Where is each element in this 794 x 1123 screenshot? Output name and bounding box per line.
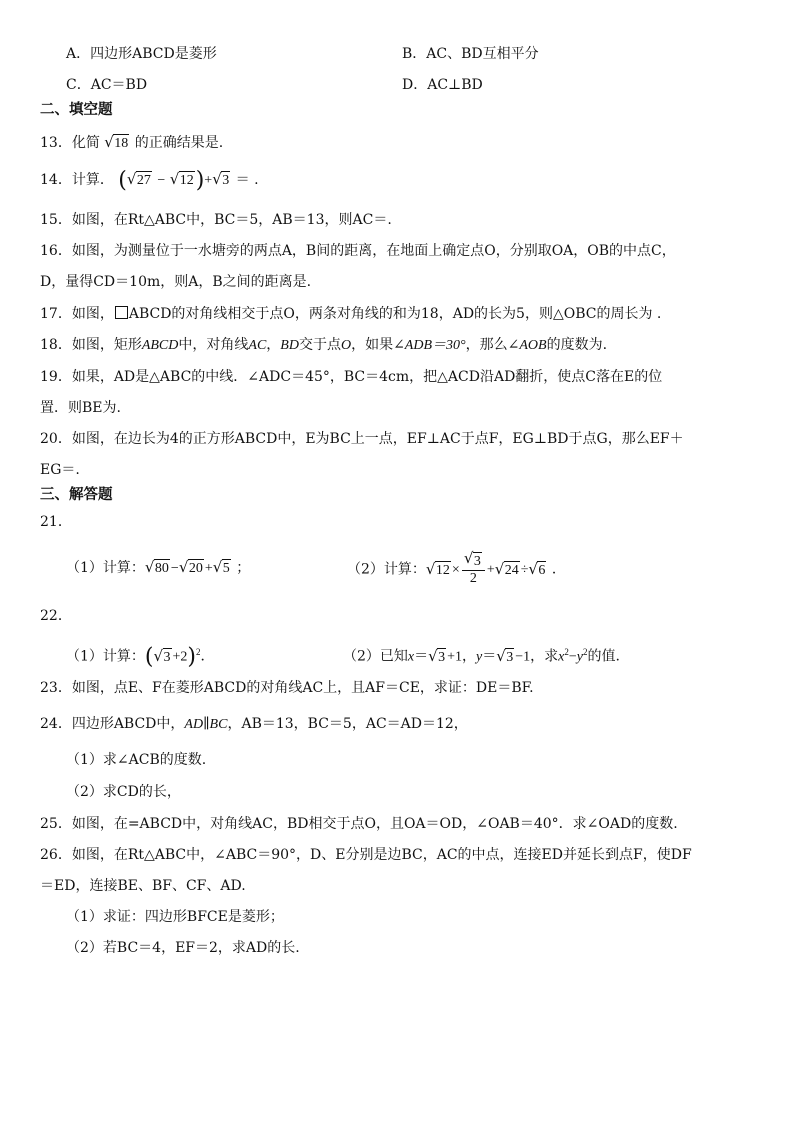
- q12-option-c: C．AC＝BD: [66, 77, 148, 93]
- question-26-part-2: （2）若BC＝4，EF＝2，求AD的长.: [66, 940, 300, 956]
- sqrt-symbol: √ 18: [104, 134, 129, 154]
- question-24: 24．四边形ABCD中，AD∥BC，AB＝13，BC＝5，AC＝AD＝12，: [40, 716, 468, 732]
- question-24-part-1: （1）求∠ACB的度数.: [66, 752, 207, 768]
- question-19-line-2: 置．则BE为.: [40, 400, 121, 416]
- question-20-line-1: 20．如图，在边长为4的正方形ABCD中，E为BC上一点，EF⊥AC于点F，EG⊥BD于点G，那么EF＋: [40, 431, 684, 447]
- question-14: 14．计算． (√ 27 − √ 12)+√ 3 ＝ .: [40, 170, 259, 191]
- sqrt-symbol: √ 12: [426, 555, 451, 587]
- sqrt-symbol: √ 3: [428, 648, 446, 668]
- question-16-line-2: D，量得CD＝10m，则A，B之间的距离是.: [40, 274, 312, 290]
- question-16-line-1: 16．如图，为测量位于一水塘旁的两点A，B间的距离，在地面上确定点O，分别取OA，OB的中点C，: [40, 243, 676, 259]
- sqrt-symbol: √ 80: [145, 559, 170, 579]
- parallelogram-icon: [115, 306, 128, 319]
- q12-option-a: A．四边形ABCD是菱形: [66, 46, 217, 62]
- question-22-number: 22．: [40, 608, 72, 624]
- section-heading-solutions: 三、解答题: [40, 487, 113, 503]
- q13-text: 13．化简: [40, 135, 100, 151]
- question-18: 18．如图，矩形ABCD中，对角线AC，BD交于点O，如果∠ADB＝30°，那么∠AOB的度数为.: [40, 337, 608, 353]
- question-24-part-2: （2）求CD的长，: [66, 784, 181, 800]
- question-26-part-1: （1）求证：四边形BFCE是菱形；: [66, 909, 284, 925]
- question-22-part-1: （1）计算：(√ 3 +2)$^2$．: [66, 642, 215, 668]
- question-17: 17．如图， ABCD的对角线相交于点O，两条对角线的和为18，AD的长为5，则△OBC的周长为 .: [40, 306, 662, 322]
- question-25: 25．如图，在=ABCD中，对角线AC，BD相交于点O，且OA＝OD，∠OAB＝40°．求∠OAD的度数.: [40, 816, 678, 832]
- question-26-line-2: ＝ED，连接BE、BF、CF、AD.: [40, 878, 246, 894]
- section-heading-fill-in: 二、填空题: [40, 102, 113, 118]
- question-20-line-2: EG＝.: [40, 462, 80, 478]
- q14-text: 14．计算．: [40, 172, 114, 188]
- sqrt-symbol: √ 12: [170, 171, 195, 191]
- sqrt-symbol: √ 3: [496, 648, 514, 668]
- question-23: 23．如图，点E、F在菱形ABCD的对角线AC上，且AF＝CE，求证：DE＝BF.: [40, 680, 534, 696]
- sqrt-symbol: √ 27: [127, 171, 152, 191]
- question-15: 15．如图，在Rt△ABC中，BC＝5，AB＝13，则AC＝.: [40, 212, 392, 228]
- q12-option-b: B．AC、BD互相平分: [402, 46, 539, 62]
- fraction: √ $\frac{3}{2}$: [462, 552, 485, 587]
- question-26-line-1: 26．如图，在Rt△ABC中，∠ABC＝90°，D、E分别是边BC，AC的中点，连接ED并延长到点F，使DF: [40, 847, 692, 863]
- q12-option-d: D．AC⊥BD: [402, 77, 483, 93]
- sqrt-symbol: √ 6: [528, 555, 546, 587]
- question-22-part-2: （2）已知x＝√ 3 +1，y＝√ 3 −1，求$x^2-y^2$的值.: [343, 642, 620, 668]
- sqrt-symbol: √ 24: [495, 555, 520, 587]
- sqrt-symbol: √ 3: [464, 552, 482, 570]
- question-21-number: 21．: [40, 514, 72, 530]
- question-21-part-2: （2）计算：√ 12 × √ $\frac{3}{2}$ +√ 24 ÷√ 6 ．: [347, 552, 566, 587]
- question-19-line-1: 19．如果，AD是△ABC的中线．∠ADC＝45°，BC＝4cm，把△ACD沿AD翻折，使点C落在E的位: [40, 369, 663, 385]
- sqrt-symbol: √ 5: [213, 559, 231, 579]
- question-21-part-1: （1）计算：√ 80 −√ 20 +√ 5 ；: [66, 558, 250, 579]
- q13-text-end: 的正确结果是.: [134, 135, 224, 151]
- sqrt-symbol: √ 3: [154, 648, 172, 668]
- sqrt-symbol: √ 20: [179, 559, 204, 579]
- question-13: [40, 133, 223, 154]
- q14-text-end: ＝ .: [235, 172, 259, 188]
- sqrt-symbol: √ 3: [212, 171, 230, 191]
